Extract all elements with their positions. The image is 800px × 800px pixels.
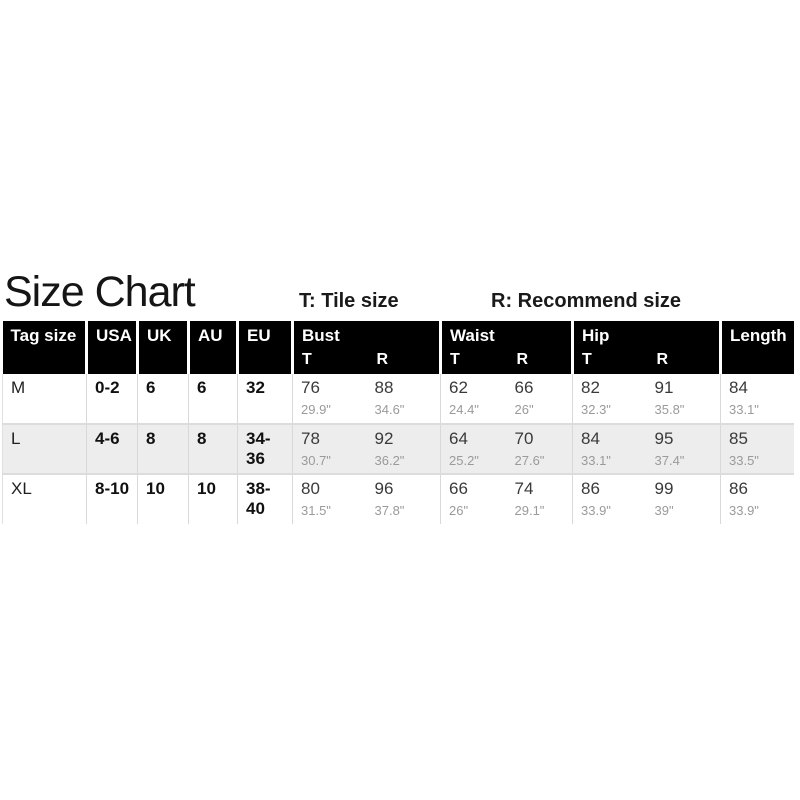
cm-value: 96 xyxy=(374,479,394,498)
header-eu xyxy=(238,321,293,374)
cell-hip-r xyxy=(647,374,721,424)
legend-tile-size: T: Tile size xyxy=(299,290,399,312)
cell-bust-r xyxy=(367,424,441,474)
header-uk-label: UK xyxy=(147,326,172,345)
inch-value: 33.5" xyxy=(729,453,759,468)
header-tag-size xyxy=(3,321,87,374)
header-length-label: Length xyxy=(730,326,787,345)
cell-waist-t xyxy=(441,424,507,474)
inch-value: 31.5" xyxy=(301,503,331,518)
cm-value: 86 xyxy=(581,479,600,498)
cell-usa: 4-6 xyxy=(87,424,138,474)
cell-uk: 8 xyxy=(138,424,189,474)
cm-value: 99 xyxy=(654,479,674,498)
inch-value: 30.7" xyxy=(301,453,331,468)
cell-au: 10 xyxy=(189,474,238,524)
cell-waist-t xyxy=(441,474,507,524)
cell-bust-r xyxy=(367,374,441,424)
cm-value: 95 xyxy=(654,429,674,448)
header-bust-t: T xyxy=(302,350,312,368)
cm-value: 86 xyxy=(729,479,748,498)
header-hip-label: Hip xyxy=(582,326,610,345)
cell-waist-t xyxy=(441,374,507,424)
header-bust-r: R xyxy=(376,350,389,368)
cell-eu: 34-36 xyxy=(238,424,293,474)
cm-value: 74 xyxy=(514,479,534,498)
inch-value: 32.3" xyxy=(581,402,611,417)
cm-value: 82 xyxy=(581,378,600,397)
cell-hip-t xyxy=(573,374,647,424)
cell-usa: 8-10 xyxy=(87,474,138,524)
inch-value: 33.1" xyxy=(581,453,611,468)
cell-bust-t xyxy=(293,474,367,524)
table-header xyxy=(3,321,794,374)
table-row-xl xyxy=(3,474,794,524)
header-hip-t: T xyxy=(582,350,592,368)
cm-value: 92 xyxy=(374,429,394,448)
header-waist-t: T xyxy=(450,350,460,368)
cm-value: 80 xyxy=(301,479,320,498)
cell-hip-t xyxy=(573,424,647,474)
cell-bust-t xyxy=(293,374,367,424)
header-bust-label: Bust xyxy=(302,326,340,345)
cm-value: 78 xyxy=(301,429,320,448)
header-usa xyxy=(87,321,138,374)
cell-uk: 10 xyxy=(138,474,189,524)
inch-value: 29.9" xyxy=(301,402,331,417)
cell-eu: 38-40 xyxy=(238,474,293,524)
cm-value: 76 xyxy=(301,378,320,397)
cell-tag: M xyxy=(3,374,87,424)
inch-value: 33.9" xyxy=(581,503,611,518)
inch-value: 26" xyxy=(514,402,534,417)
header-tag-size-label: Tag size xyxy=(10,326,77,345)
header-hip-r: R xyxy=(656,350,669,368)
cell-usa: 0-2 xyxy=(87,374,138,424)
inch-value: 39" xyxy=(654,503,674,518)
cell-waist-r xyxy=(507,474,573,524)
header-eu-label: EU xyxy=(247,326,271,345)
cell-length xyxy=(721,374,794,424)
cm-value: 70 xyxy=(514,429,534,448)
inch-value: 29.1" xyxy=(514,503,545,518)
header-waist-r: R xyxy=(516,350,529,368)
header-waist xyxy=(441,321,573,374)
cm-value: 91 xyxy=(654,378,674,397)
cm-value: 66 xyxy=(514,378,534,397)
header-usa-label: USA xyxy=(96,326,132,345)
header-bust xyxy=(293,321,441,374)
cell-hip-r xyxy=(647,474,721,524)
cell-uk: 6 xyxy=(138,374,189,424)
cell-bust-r xyxy=(367,474,441,524)
size-chart-table xyxy=(2,321,794,524)
page-title: Size Chart xyxy=(4,268,195,316)
cell-hip-r xyxy=(647,424,721,474)
cell-length xyxy=(721,424,794,474)
inch-value: 37.8" xyxy=(374,503,405,518)
cell-bust-t xyxy=(293,424,367,474)
header-length xyxy=(721,321,794,374)
inch-value: 26" xyxy=(449,503,469,518)
table-row-l xyxy=(3,424,794,474)
cell-waist-r xyxy=(507,424,573,474)
cm-value: 64 xyxy=(449,429,468,448)
cell-au: 6 xyxy=(189,374,238,424)
cell-au: 8 xyxy=(189,424,238,474)
cell-tag: XL xyxy=(3,474,87,524)
header-hip xyxy=(573,321,721,374)
cm-value: 84 xyxy=(729,378,748,397)
cm-value: 62 xyxy=(449,378,468,397)
inch-value: 35.8" xyxy=(654,402,685,417)
inch-value: 33.9" xyxy=(729,503,759,518)
inch-value: 36.2" xyxy=(374,453,405,468)
cell-hip-t xyxy=(573,474,647,524)
inch-value: 33.1" xyxy=(729,402,759,417)
inch-value: 25.2" xyxy=(449,453,479,468)
inch-value: 34.6" xyxy=(374,402,405,417)
cell-length xyxy=(721,474,794,524)
legend-recommend-size: R: Recommend size xyxy=(491,290,682,312)
header-waist-label: Waist xyxy=(450,326,495,345)
inch-value: 27.6" xyxy=(514,453,545,468)
inch-value: 37.4" xyxy=(654,453,685,468)
cm-value: 88 xyxy=(374,378,394,397)
header-uk xyxy=(138,321,189,374)
header-au xyxy=(189,321,238,374)
header-au-label: AU xyxy=(198,326,223,345)
cm-value: 66 xyxy=(449,479,468,498)
cm-value: 84 xyxy=(581,429,600,448)
cell-eu: 32 xyxy=(238,374,293,424)
cell-waist-r xyxy=(507,374,573,424)
table-row-m xyxy=(3,374,794,424)
cell-tag: L xyxy=(3,424,87,474)
cm-value: 85 xyxy=(729,429,748,448)
inch-value: 24.4" xyxy=(449,402,479,417)
